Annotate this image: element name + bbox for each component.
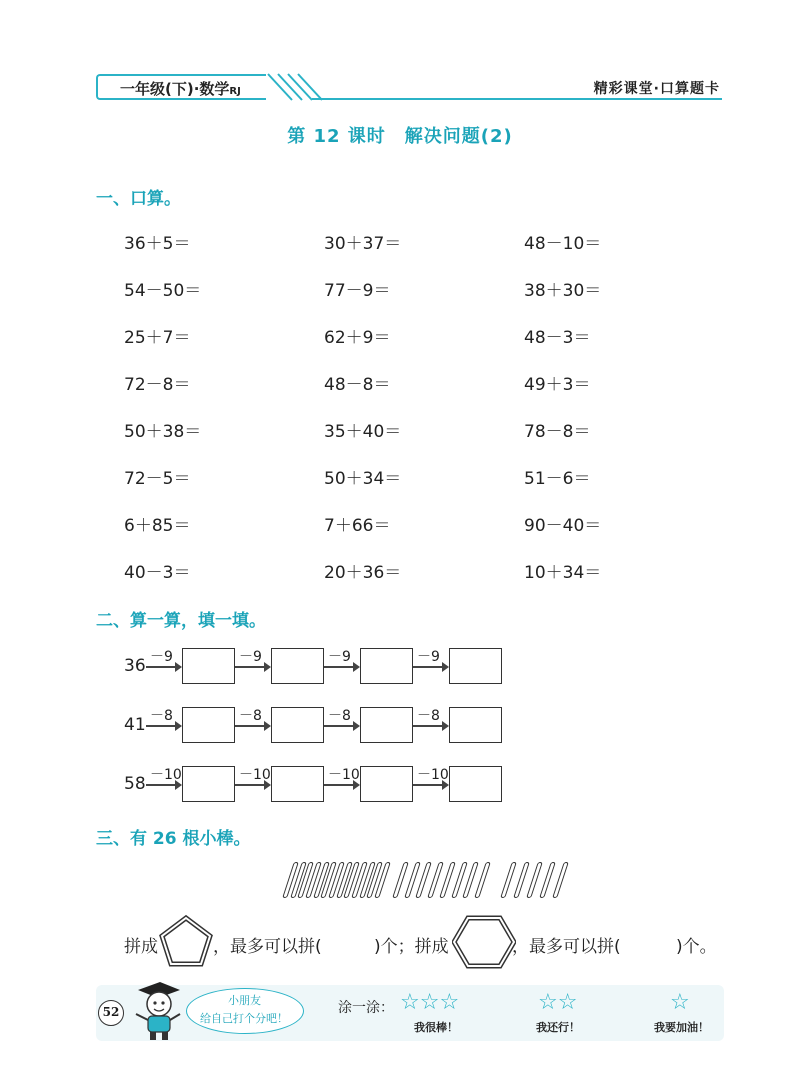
equation: 49＋3＝: [524, 375, 591, 395]
header-grade: 一年级(下)·数学RJ: [120, 80, 241, 98]
chain-start-number: 41: [124, 715, 146, 735]
arrow-icon: [413, 725, 447, 727]
chain-operation: －9: [328, 649, 351, 665]
page-title: 第 12 课时 解决问题(2): [287, 126, 513, 147]
equation: 10＋34＝: [524, 563, 602, 583]
section1-heading: 一、口算。: [96, 189, 181, 209]
equation: 48－3＝: [524, 328, 591, 348]
chain-operation: －9: [150, 649, 173, 665]
student-mascot-icon: [130, 980, 182, 1042]
answer-box[interactable]: [182, 648, 235, 684]
arrow-icon: [146, 666, 180, 668]
chain-start-number: 58: [124, 774, 146, 794]
stick-bundle-3: [506, 862, 566, 898]
shape-text-a: 拼成: [124, 937, 158, 957]
equation: 20＋36＝: [324, 563, 402, 583]
header-series: 精彩课堂·口算题卡: [593, 81, 720, 97]
equation: 48－8＝: [324, 375, 391, 395]
answer-box[interactable]: [271, 648, 324, 684]
equation: 7＋66＝: [324, 516, 391, 536]
chain-operation: －8: [328, 708, 351, 724]
rating-label-1: 我要加油！: [654, 1021, 709, 1034]
stick-bundle-1: [288, 862, 388, 898]
shape-text-e: )个。: [676, 937, 717, 957]
chain-operation: －10: [328, 767, 360, 783]
arrow-icon: [413, 666, 447, 668]
equation: 35＋40＝: [324, 422, 402, 442]
equation: 72－5＝: [124, 469, 191, 489]
equation: 6＋85＝: [124, 516, 191, 536]
equation: 50＋38＝: [124, 422, 202, 442]
answer-box[interactable]: [360, 766, 413, 802]
rating-stars-3[interactable]: ☆☆☆: [400, 990, 460, 1015]
equation: 62＋9＝: [324, 328, 391, 348]
arrow-icon: [146, 784, 180, 786]
equation: 51－6＝: [524, 469, 591, 489]
rating-label-2: 我还行！: [536, 1021, 580, 1034]
equation: 30＋37＝: [324, 234, 402, 254]
arrow-icon: [235, 784, 269, 786]
equation: 54－50＝: [124, 281, 202, 301]
page-number: 52: [98, 1000, 124, 1026]
rating-stars-1[interactable]: ☆: [670, 990, 690, 1015]
shape-text-d: ，最多可以拼(: [512, 937, 621, 957]
shape-text-b: ，最多可以拼(: [213, 937, 322, 957]
equation: 77－9＝: [324, 281, 391, 301]
answer-box[interactable]: [182, 766, 235, 802]
stick-icon: [552, 862, 569, 898]
arrow-icon: [324, 725, 358, 727]
pentagon-icon: [158, 914, 214, 970]
equation: 50＋34＝: [324, 469, 402, 489]
answer-box[interactable]: [182, 707, 235, 743]
hexagon-icon: [452, 914, 516, 970]
answer-box[interactable]: [271, 766, 324, 802]
chain-operation: －10: [239, 767, 271, 783]
chain-operation: －10: [150, 767, 182, 783]
arrow-icon: [146, 725, 180, 727]
answer-box[interactable]: [360, 648, 413, 684]
header-edition: RJ: [229, 86, 241, 97]
equation: 38＋30＝: [524, 281, 602, 301]
rating-label-3: 我很棒！: [414, 1021, 458, 1034]
arrow-icon: [235, 725, 269, 727]
bubble-line-2: 给自己打个分吧！: [200, 1012, 288, 1025]
section3-heading: 三、有 26 根小棒。: [96, 829, 251, 849]
equation: 72－8＝: [124, 375, 191, 395]
answer-box[interactable]: [449, 707, 502, 743]
answer-box[interactable]: [360, 707, 413, 743]
chain-operation: －9: [417, 649, 440, 665]
arrow-icon: [324, 666, 358, 668]
equation: 25＋7＝: [124, 328, 191, 348]
rating-stars-2[interactable]: ☆☆: [538, 990, 578, 1015]
chain-operation: －8: [417, 708, 440, 724]
chain-operation: －9: [239, 649, 262, 665]
arrow-icon: [324, 784, 358, 786]
arrow-icon: [413, 784, 447, 786]
header-rule: [312, 98, 722, 100]
stick-bundle-2: [398, 862, 488, 898]
chain-operation: －8: [150, 708, 173, 724]
arrow-icon: [235, 666, 269, 668]
equation: 40－3＝: [124, 563, 191, 583]
bubble-line-1: 小朋友: [228, 994, 261, 1007]
equation: 90－40＝: [524, 516, 602, 536]
shape-text-c: )个；拼成: [374, 937, 449, 957]
equation: 36＋5＝: [124, 234, 191, 254]
answer-box[interactable]: [271, 707, 324, 743]
chain-operation: －8: [239, 708, 262, 724]
chain-operation: －10: [417, 767, 449, 783]
equation: 48－10＝: [524, 234, 602, 254]
answer-box[interactable]: [449, 766, 502, 802]
answer-box[interactable]: [449, 648, 502, 684]
rating-prompt: 涂一涂：: [338, 1000, 394, 1016]
section2-heading: 二、算一算，填一填。: [96, 611, 266, 631]
equation: 78－8＝: [524, 422, 591, 442]
chain-start-number: 36: [124, 656, 146, 676]
